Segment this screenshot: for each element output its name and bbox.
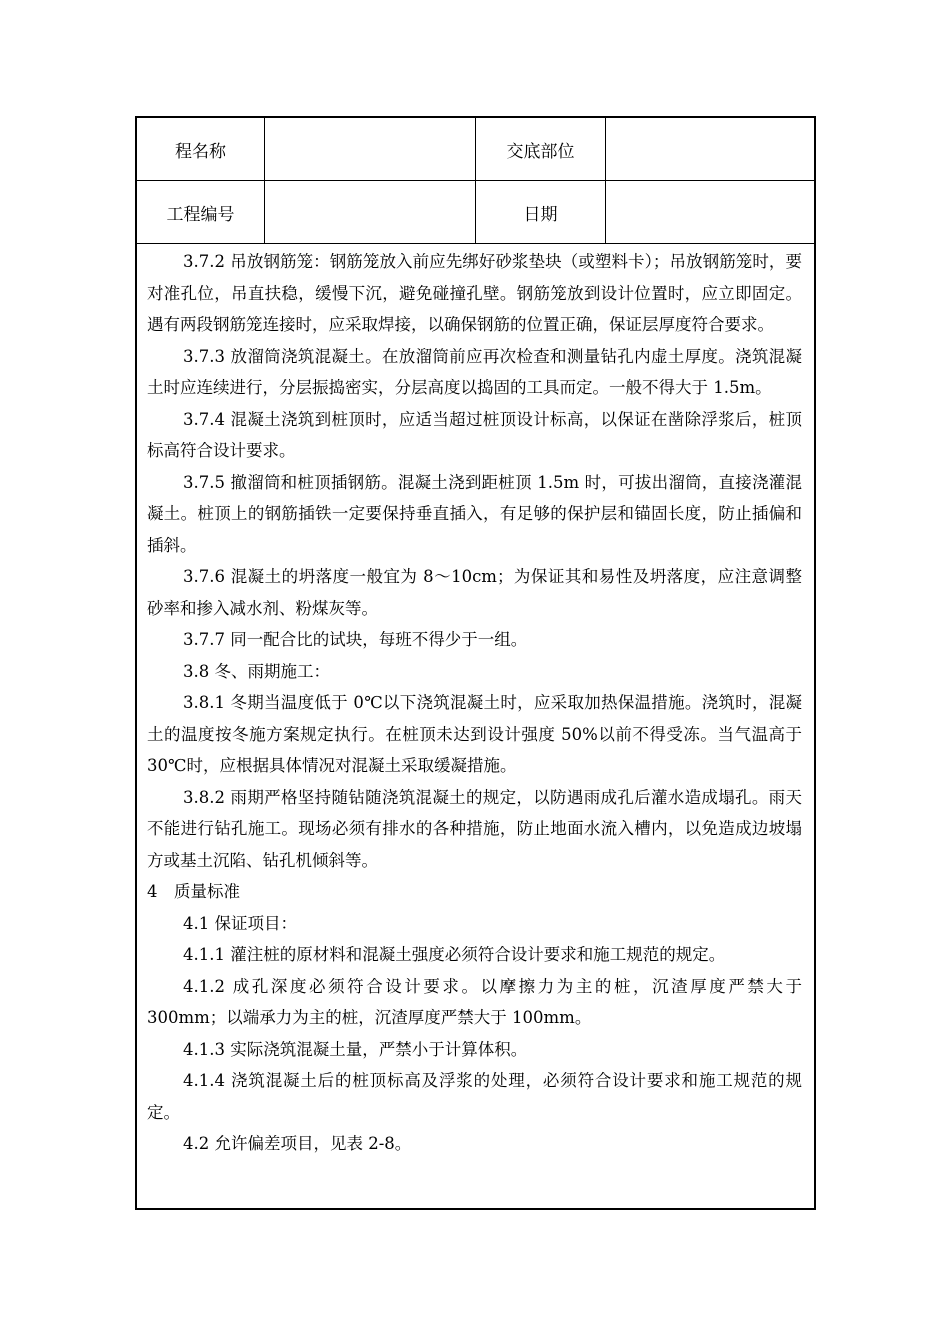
paragraph-3-8-2: 3.8.2 雨期严格坚持随钻随浇筑混凝土的规定，以防遇雨成孔后灌水造成塌孔。雨天不能进行钻孔施工。现场必须有排水的各种措施，防止地面水流入槽内，以免造成边坡塌方或基土沉陷、钻孔机倾斜等。 [147, 787, 802, 870]
disclosure-part-label: 交底部位 [506, 141, 575, 162]
project-number-label: 工程编号 [166, 204, 235, 225]
disclosure-form [135, 116, 816, 1210]
paragraph-3-7-5: 3.7.5 撤溜筒和桩顶插钢筋。混凝土浇到距桩顶 1.5m 时，可拔出溜筒，直接浇灌混凝土。桩顶上的钢筋插铁一定要保持垂直插入，有足够的保护层和锚固长度，防止插偏和插斜。 [147, 472, 802, 555]
disclosure-content [147, 246, 802, 1160]
paragraph-3-7-7: 3.7.7 同一配合比的试块，每班不得少于一组。 [183, 630, 528, 649]
paragraph-3-7-4: 3.7.4 混凝土浇筑到桩顶时，应适当超过桩顶设计标高，以保证在凿除浮浆后，桩顶标高符合设计要求。 [147, 409, 802, 460]
project-name-field[interactable] [265, 118, 475, 180]
project-number-field[interactable] [265, 181, 475, 243]
paragraph-4-1-4: 4.1.4 浇筑混凝土后的桩顶标高及浮浆的处理，必须符合设计要求和施工规范的规定。 [147, 1071, 802, 1122]
paragraph-4-1-3: 4.1.3 实际浇筑混凝土量，严禁小于计算体积。 [183, 1039, 528, 1059]
form-header-table [137, 118, 814, 244]
date-field[interactable] [606, 181, 814, 243]
paragraph-3-7-3: 3.7.3 放溜筒浇筑混凝土。在放溜筒前应再次检查和测量钻孔内虚土厚度。浇筑混凝土时应连续进行，分层振捣密实，分层高度以捣固的工具而定。一般不得大于 1.5m。 [147, 346, 802, 397]
paragraph-3-7-6: 3.7.6 混凝土的坍落度一般宜为 8～10cm；为保证其和易性及坍落度，应注意调整砂率和掺入减水剂、粉煤灰等。 [147, 567, 802, 618]
date-label: 日期 [523, 204, 558, 225]
paragraph-4-1-2: 4.1.2 成孔深度必须符合设计要求。以摩擦力为主的桩，沉渣厚度严禁大于 300mm；以端承力为主的桩，沉渣厚度严禁大于 100mm。 [147, 976, 802, 1027]
section-heading-quality-standard: 4 质量标准 [147, 882, 240, 901]
paragraph-3-7-2: 3.7.2 吊放钢筋笼：钢筋笼放入前应先绑好砂浆垫块（或塑料卡）；吊放钢筋笼时，要对准孔位，吊直扶稳，缓慢下沉，避免碰撞孔壁。钢筋笼放到设计位置时，应立即固定。遇有两段钢筋笼连接时，应采取焊接，以确保钢筋的位置正确，保证层厚度符合要求。 [147, 252, 802, 334]
disclosure-part-field[interactable] [606, 118, 814, 180]
paragraph-4-1: 4.1 保证项目： [183, 913, 297, 933]
paragraph-4-2: 4.2 允许偏差项目，见表 2-8。 [183, 1134, 412, 1153]
paragraph-3-8-1: 3.8.1 冬期当温度低于 0℃以下浇筑混凝土时，应采取加热保温措施。浇筑时，混凝土的温度按冬施方案规定执行。在桩顶未达到设计强度 50%以前不得受冻。当气温高于 30℃时，应根据具体情况对混凝土采取缓凝措施。 [147, 693, 802, 775]
paragraph-3-8: 3.8 冬、雨期施工： [183, 661, 330, 681]
paragraph-4-1-1: 4.1.1 灌注桩的原材料和混凝土强度必须符合设计要求和施工规范的规定。 [183, 945, 726, 964]
project-name-label: 程名称 [175, 141, 226, 162]
